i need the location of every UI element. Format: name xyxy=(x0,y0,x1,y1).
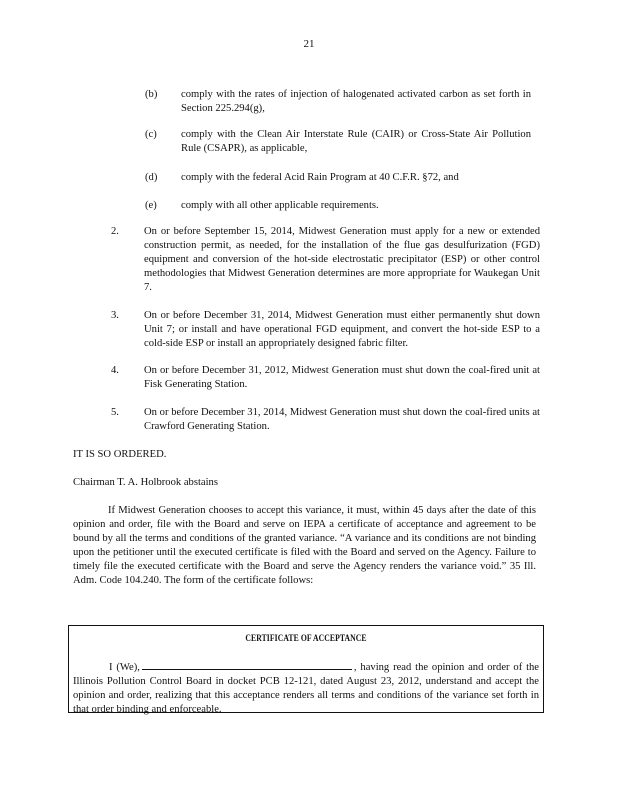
condition-marker: (e) xyxy=(145,200,157,211)
so-ordered-statement: IT IS SO ORDERED. xyxy=(73,449,167,460)
order-item-number: 4. xyxy=(111,365,119,376)
condition-text: comply with all other applicable requirements. xyxy=(181,200,379,211)
condition-marker: (c) xyxy=(145,129,157,140)
signature-line xyxy=(142,659,352,670)
page-number: 21 xyxy=(303,38,315,50)
condition-text: comply with the federal Acid Rain Program at 40 C.F.R. §72, and xyxy=(181,172,459,183)
order-item-text: On or before September 15, 2014, Midwest Generation must apply for a new or extended construction permit, as needed, for the installation of the flue gas desulfurization (FGD) equipment and conversion of the hot-side electrostatic precipitator (ESP) or other control methodologies that Midwest Generation determines are more appropriate for Waukegan Unit 7. xyxy=(144,226,540,293)
condition-text: comply with the Clean Air Interstate Rule (CAIR) or Cross-State Air Pollution Rule (CSAPR), as applicable, xyxy=(181,129,531,154)
abstention-note: Chairman T. A. Holbrook abstains xyxy=(73,477,218,488)
closing-paragraph: If Midwest Generation chooses to accept this variance, it must, within 45 days after the date of this opinion and order, file with the Board and serve on IEPA a certificate of acceptance and agreement to be bound by all the terms and conditions of the granted variance. “A variance and its conditions are not binding upon the petitioner until the executed certificate is filed with the Board and served on the Agency. Failure to timely file the executed certificate with the Board and serve the Agency renders the variance void.” 35 Ill. Adm. Code 104.240. The form of the certificate follows: xyxy=(73,505,536,586)
order-item-text: On or before December 31, 2014, Midwest Generation must shut down the coal-fired units at Crawford Generating Station. xyxy=(144,407,540,432)
order-item-text: On or before December 31, 2014, Midwest Generation must either permanently shut down Unit 7; or install and have operational FGD equipment, and convert the hot-side ESP to a cold-side ESP or install an appropriately designed fabric filter. xyxy=(144,310,540,349)
condition-marker: (b) xyxy=(145,89,158,100)
condition-marker: (d) xyxy=(145,172,158,183)
certificate-body xyxy=(73,659,539,717)
certificate-box xyxy=(68,625,544,713)
order-item-number: 5. xyxy=(111,407,119,418)
certificate-text: , having read the opinion and order of the Illinois Pollution Control Board in docket PCB 12-121, dated August 23, 2012, understand and accept the opinion and order, realizing that this acceptance renders all terms and conditions of the variance set forth in that order binding and enforceable. xyxy=(73,662,540,715)
certificate-title: CERTIFICATE OF ACCEPTANCE xyxy=(245,634,367,644)
certificate-lead: I (We), xyxy=(109,662,140,673)
condition-text: comply with the rates of injection of halogenated activated carbon as set forth in Section 225.294(g), xyxy=(181,89,531,114)
order-item-number: 2. xyxy=(111,226,119,237)
order-item-text: On or before December 31, 2012, Midwest Generation must shut down the coal-fired unit at Fisk Generating Station. xyxy=(144,365,540,390)
order-item-number: 3. xyxy=(111,310,119,321)
